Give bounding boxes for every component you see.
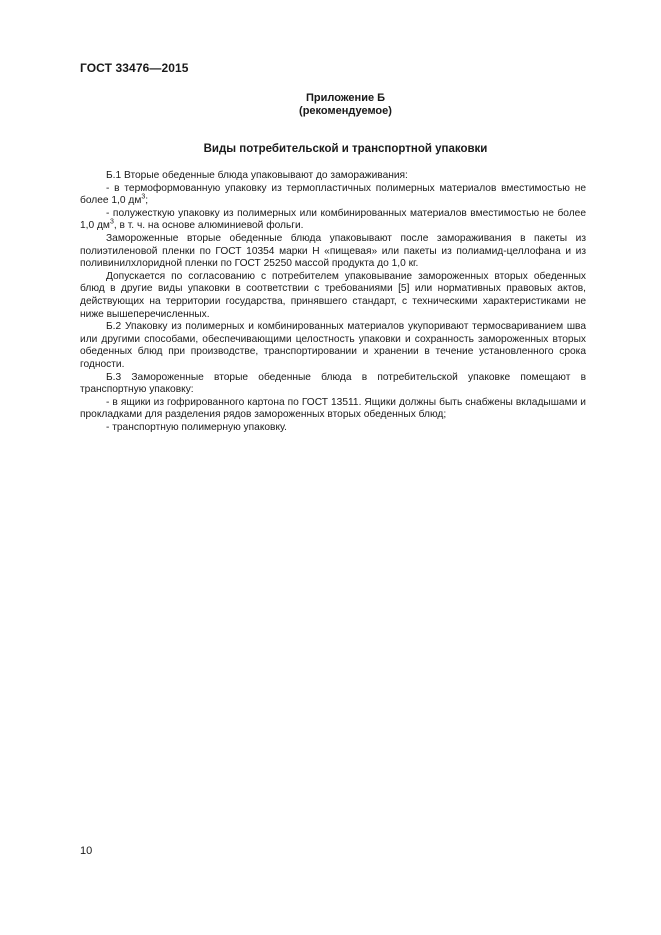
paragraph-thermoformed — [80, 183, 586, 208]
paragraph-b3: Б.3 Замороженные вторые обеденные блюда в потребительской упаковке помещают в транспортную упаковку: — [80, 371, 586, 396]
document-body — [80, 170, 586, 434]
paragraph-text: - в термоформованную упаковку из термопластичных полимерных материалов вместимостью не более 1,0 дм — [80, 182, 586, 207]
paragraph-text-end: ; — [145, 195, 149, 207]
section-title: Виды потребительской и транспортной упаковки — [203, 143, 488, 155]
page-number: 10 — [80, 845, 93, 857]
superscript: 3 — [109, 218, 114, 226]
paragraph-b1: Б.1 Вторые обеденные блюда упаковывают до замораживания: — [106, 170, 408, 181]
standard-designation: ГОСТ 33476—2015 — [80, 61, 189, 75]
annex-title: Приложение Б — [305, 92, 386, 104]
paragraph-frozen-packing: Замороженные вторые обеденные блюда упаковывают после замораживания в пакеты из полиэтиленовой пленки по ГОСТ 10354 марки Н «пищевая» или пакеты из полиамид-целлофана и из поливинилхлоридной пленки по ГОСТ 25250 массой продукта до 1,0 кг. — [80, 232, 586, 270]
paragraph-semirigid — [80, 208, 586, 233]
annex-status: (рекомендуемое) — [299, 105, 392, 117]
paragraph-text-end: , в т. ч. на основе алюминиевой фольги. — [113, 220, 304, 232]
superscript: 3 — [141, 193, 146, 201]
annex-heading — [0, 92, 661, 118]
paragraph-text: - полужесткую упаковку из полимерных или комбинированных материалов вместимостью не более 1,0 дм — [80, 207, 586, 232]
paragraph-b2: Б.2 Упаковку из полимерных и комбинированных материалов укупоривают термосвариванием шва или другими способами, обеспечивающими целостность упаковки и сохранность замороженных вторых обеденных блюд при производстве, транспортировании и хранении в течение установленного срока годности. — [80, 321, 586, 370]
paragraph-other-packaging: Допускается по согласованию с потребителем упаковывание замороженных вторых обеденных блюд в другие виды упаковки в соответствии с требованиями [5] или нормативных правовых актов, действующих на территории государства, принявшего стандарт, с техническими характеристиками не ниже вышеперечисленных. — [80, 270, 586, 320]
paragraph-polymer-packaging: - транспортную полимерную упаковку. — [106, 421, 287, 433]
paragraph-cardboard-boxes: - в ящики из гофрированного картона по ГОСТ 13511. Ящики должны быть снабжены вкладышами и прокладками для разделения рядов замороженных вторых обеденных блюд; — [80, 396, 586, 421]
